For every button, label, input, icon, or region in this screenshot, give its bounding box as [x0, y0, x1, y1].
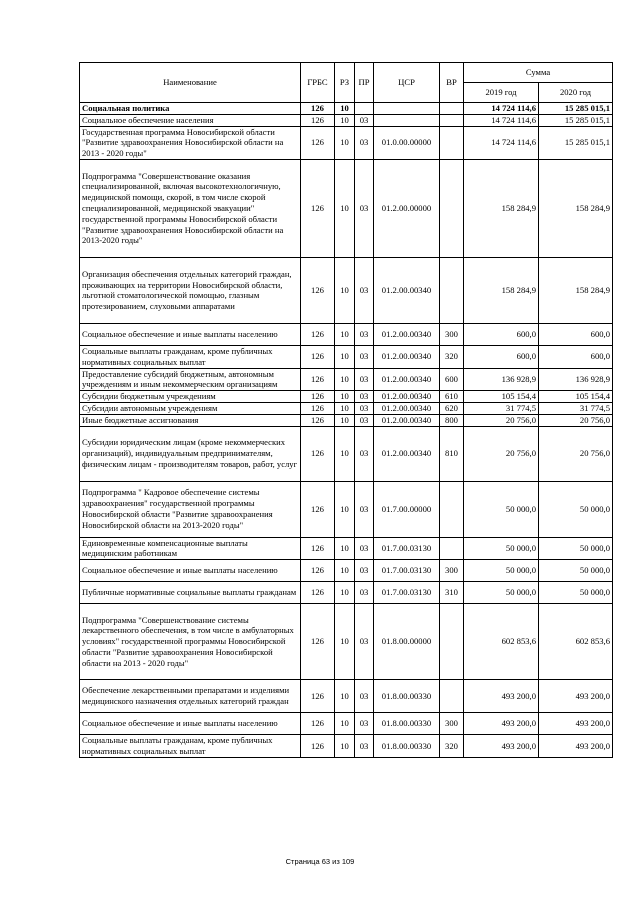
table-row — [80, 582, 613, 604]
row-vr: 620 — [440, 402, 464, 414]
table-row — [80, 735, 613, 758]
row-vr: 610 — [440, 391, 464, 403]
row-csr: 01.2.00.00340 — [374, 257, 440, 323]
row-vr — [440, 103, 464, 115]
row-rz: 10 — [335, 391, 355, 403]
row-pr: 03 — [355, 126, 374, 159]
row-sum-2020: 50 000,0 — [539, 481, 613, 537]
header-year-2020: 2020 год — [539, 83, 613, 103]
row-csr: 01.7.00.00000 — [374, 481, 440, 537]
table-row — [80, 345, 613, 368]
row-sum-2019: 31 774,5 — [464, 402, 539, 414]
row-sum-2019: 20 756,0 — [464, 414, 539, 426]
row-grbs: 126 — [301, 114, 335, 126]
table-row — [80, 402, 613, 414]
row-sum-2019: 50 000,0 — [464, 481, 539, 537]
row-sum-2020: 15 285 015,1 — [539, 126, 613, 159]
row-csr — [374, 103, 440, 115]
row-sum-2020: 15 285 015,1 — [539, 103, 613, 115]
row-sum-2020: 493 200,0 — [539, 680, 613, 713]
row-rz: 10 — [335, 560, 355, 582]
row-name: Организация обеспечения отдельных категорий граждан, проживающих на территории Новосибирской области, льготной стоматологической помощью, глазным протезированием, слуховыми аппаратами — [80, 257, 301, 323]
row-sum-2020: 600,0 — [539, 323, 613, 345]
row-sum-2019: 493 200,0 — [464, 680, 539, 713]
row-sum-2020: 50 000,0 — [539, 560, 613, 582]
header-name: Наименование — [80, 63, 301, 103]
row-vr: 810 — [440, 426, 464, 481]
row-pr: 03 — [355, 159, 374, 257]
row-csr: 01.2.00.00340 — [374, 402, 440, 414]
row-grbs: 126 — [301, 604, 335, 680]
row-rz: 10 — [335, 323, 355, 345]
row-csr — [374, 114, 440, 126]
table-body — [80, 103, 613, 758]
row-sum-2019: 600,0 — [464, 345, 539, 368]
row-vr — [440, 114, 464, 126]
row-rz: 10 — [335, 713, 355, 735]
row-grbs: 126 — [301, 402, 335, 414]
row-grbs: 126 — [301, 159, 335, 257]
row-sum-2020: 31 774,5 — [539, 402, 613, 414]
row-pr: 03 — [355, 713, 374, 735]
row-rz: 10 — [335, 126, 355, 159]
row-pr: 03 — [355, 114, 374, 126]
row-name: Иные бюджетные ассигнования — [80, 414, 301, 426]
row-pr: 03 — [355, 345, 374, 368]
table-row — [80, 604, 613, 680]
row-vr — [440, 257, 464, 323]
row-pr: 03 — [355, 402, 374, 414]
row-csr: 01.8.00.00330 — [374, 680, 440, 713]
row-grbs: 126 — [301, 582, 335, 604]
row-csr: 01.7.00.03130 — [374, 560, 440, 582]
row-grbs: 126 — [301, 537, 335, 560]
row-name: Социальное обеспечение и иные выплаты населению — [80, 560, 301, 582]
row-rz: 10 — [335, 159, 355, 257]
row-pr: 03 — [355, 414, 374, 426]
table-row — [80, 713, 613, 735]
row-rz: 10 — [335, 368, 355, 391]
table-row — [80, 368, 613, 391]
table-row — [80, 560, 613, 582]
row-csr: 01.2.00.00340 — [374, 391, 440, 403]
row-grbs: 126 — [301, 257, 335, 323]
row-name: Предоставление субсидий бюджетным, автономным учреждениям и иным некоммерческим организациям — [80, 368, 301, 391]
row-sum-2020: 50 000,0 — [539, 582, 613, 604]
row-pr: 03 — [355, 680, 374, 713]
row-vr: 320 — [440, 735, 464, 758]
row-grbs: 126 — [301, 414, 335, 426]
header-grbs: ГРБС — [301, 63, 335, 103]
row-rz: 10 — [335, 426, 355, 481]
row-sum-2019: 14 724 114,6 — [464, 126, 539, 159]
row-vr: 300 — [440, 323, 464, 345]
row-rz: 10 — [335, 680, 355, 713]
row-pr: 03 — [355, 537, 374, 560]
row-csr: 01.8.00.00000 — [374, 604, 440, 680]
table-row — [80, 414, 613, 426]
row-name: Субсидии юридическим лицам (кроме некоммерческих организаций), индивидуальным предпринимателям, физическим лицам - производителям товаров, работ, услуг — [80, 426, 301, 481]
row-rz: 10 — [335, 735, 355, 758]
row-grbs: 126 — [301, 560, 335, 582]
row-sum-2020: 158 284,9 — [539, 257, 613, 323]
row-csr: 01.2.00.00340 — [374, 368, 440, 391]
row-sum-2019: 602 853,6 — [464, 604, 539, 680]
row-sum-2019: 158 284,9 — [464, 257, 539, 323]
page-footer: Страница 63 из 109 — [285, 857, 355, 866]
row-sum-2019: 493 200,0 — [464, 713, 539, 735]
row-rz: 10 — [335, 103, 355, 115]
row-grbs: 126 — [301, 735, 335, 758]
table-row — [80, 103, 613, 115]
row-sum-2019: 158 284,9 — [464, 159, 539, 257]
row-sum-2020: 600,0 — [539, 345, 613, 368]
row-rz: 10 — [335, 537, 355, 560]
row-name: Социальные выплаты гражданам, кроме публичных нормативных социальных выплат — [80, 735, 301, 758]
row-csr: 01.2.00.00340 — [374, 345, 440, 368]
row-vr — [440, 159, 464, 257]
row-csr: 01.7.00.03130 — [374, 582, 440, 604]
row-grbs: 126 — [301, 680, 335, 713]
row-pr: 03 — [355, 604, 374, 680]
row-pr: 03 — [355, 582, 374, 604]
row-sum-2020: 20 756,0 — [539, 414, 613, 426]
row-grbs: 126 — [301, 345, 335, 368]
row-rz: 10 — [335, 481, 355, 537]
table-row — [80, 159, 613, 257]
row-pr: 03 — [355, 735, 374, 758]
row-csr: 01.8.00.00330 — [374, 713, 440, 735]
row-grbs: 126 — [301, 323, 335, 345]
row-grbs: 126 — [301, 391, 335, 403]
row-vr — [440, 537, 464, 560]
row-sum-2020: 15 285 015,1 — [539, 114, 613, 126]
row-rz: 10 — [335, 114, 355, 126]
header-csr: ЦСР — [374, 63, 440, 103]
row-rz: 10 — [335, 257, 355, 323]
row-vr: 800 — [440, 414, 464, 426]
row-sum-2019: 600,0 — [464, 323, 539, 345]
row-name: Субсидии бюджетным учреждениям — [80, 391, 301, 403]
row-vr: 320 — [440, 345, 464, 368]
row-sum-2020: 105 154,4 — [539, 391, 613, 403]
row-sum-2020: 50 000,0 — [539, 537, 613, 560]
row-pr: 03 — [355, 391, 374, 403]
row-name: Обеспечение лекарственными препаратами и изделиями медицинского назначения отдельных категорий граждан — [80, 680, 301, 713]
row-csr: 01.2.00.00340 — [374, 323, 440, 345]
row-grbs: 126 — [301, 126, 335, 159]
row-csr: 01.0.00.00000 — [374, 126, 440, 159]
row-sum-2020: 493 200,0 — [539, 713, 613, 735]
row-vr: 300 — [440, 560, 464, 582]
row-pr: 03 — [355, 323, 374, 345]
row-vr: 300 — [440, 713, 464, 735]
row-pr: 03 — [355, 426, 374, 481]
table-row — [80, 426, 613, 481]
table-row — [80, 537, 613, 560]
row-sum-2019: 50 000,0 — [464, 537, 539, 560]
row-csr: 01.8.00.00330 — [374, 735, 440, 758]
header-rz: РЗ — [335, 63, 355, 103]
row-sum-2020: 602 853,6 — [539, 604, 613, 680]
row-vr — [440, 481, 464, 537]
row-csr: 01.2.00.00340 — [374, 414, 440, 426]
row-sum-2019: 493 200,0 — [464, 735, 539, 758]
row-vr: 310 — [440, 582, 464, 604]
row-name: Публичные нормативные социальные выплаты гражданам — [80, 582, 301, 604]
row-pr: 03 — [355, 368, 374, 391]
table-row — [80, 126, 613, 159]
row-rz: 10 — [335, 414, 355, 426]
row-name: Подпрограмма "Совершенствование системы лекарственного обеспечения, в том числе в амбулаторных условиях" государственной программы Новосибирской области "Развитие здравоохранения Новосибирской области на 2013 - 2020 годы" — [80, 604, 301, 680]
row-grbs: 126 — [301, 368, 335, 391]
row-rz: 10 — [335, 604, 355, 680]
row-vr — [440, 680, 464, 713]
row-sum-2020: 493 200,0 — [539, 735, 613, 758]
row-grbs: 126 — [301, 426, 335, 481]
table-row — [80, 680, 613, 713]
row-vr — [440, 126, 464, 159]
row-vr — [440, 604, 464, 680]
table-row — [80, 481, 613, 537]
row-name: Подпрограмма " Кадровое обеспечение системы здравоохранения" государственной программы Новосибирской области "Развитие здравоохранения Новосибирской области на 2013-2020 годы" — [80, 481, 301, 537]
budget-table — [79, 62, 613, 758]
row-grbs: 126 — [301, 481, 335, 537]
row-name: Социальное обеспечение населения — [80, 114, 301, 126]
header-sum: Сумма — [464, 63, 613, 83]
table-row — [80, 114, 613, 126]
row-name: Социальные выплаты гражданам, кроме публичных нормативных социальных выплат — [80, 345, 301, 368]
table-row — [80, 391, 613, 403]
row-name: Субсидии автономным учреждениям — [80, 402, 301, 414]
row-name: Государственная программа Новосибирской области "Развитие здравоохранения Новосибирской области на 2013 - 2020 годы" — [80, 126, 301, 159]
header-vr: ВР — [440, 63, 464, 103]
row-sum-2019: 50 000,0 — [464, 560, 539, 582]
row-name: Подпрограмма "Совершенствование оказания специализированной, включая высокотехнологичную, медицинской помощи, скорой, в том числе скорой специализированной, медицинской эвакуации" государственной программы Новосибирской области "Развитие здравоохранения Новосибирской области на 2013-2020 годы" — [80, 159, 301, 257]
header-pr: ПР — [355, 63, 374, 103]
row-grbs: 126 — [301, 103, 335, 115]
row-sum-2019: 105 154,4 — [464, 391, 539, 403]
row-name: Социальное обеспечение и иные выплаты населению — [80, 323, 301, 345]
row-sum-2020: 136 928,9 — [539, 368, 613, 391]
row-sum-2019: 50 000,0 — [464, 582, 539, 604]
row-pr — [355, 103, 374, 115]
row-rz: 10 — [335, 345, 355, 368]
row-sum-2019: 14 724 114,6 — [464, 103, 539, 115]
row-name: Социальная политика — [80, 103, 301, 115]
row-grbs: 126 — [301, 713, 335, 735]
table-row — [80, 323, 613, 345]
row-name: Социальное обеспечение и иные выплаты населению — [80, 713, 301, 735]
row-sum-2020: 158 284,9 — [539, 159, 613, 257]
row-name: Единовременные компенсационные выплаты медицинским работникам — [80, 537, 301, 560]
row-pr: 03 — [355, 257, 374, 323]
header-year-2019: 2019 год — [464, 83, 539, 103]
row-csr: 01.2.00.00340 — [374, 426, 440, 481]
row-csr: 01.7.00.03130 — [374, 537, 440, 560]
row-sum-2019: 14 724 114,6 — [464, 114, 539, 126]
row-rz: 10 — [335, 402, 355, 414]
row-sum-2019: 136 928,9 — [464, 368, 539, 391]
row-rz: 10 — [335, 582, 355, 604]
table-row — [80, 257, 613, 323]
row-vr: 600 — [440, 368, 464, 391]
row-pr: 03 — [355, 481, 374, 537]
row-sum-2020: 20 756,0 — [539, 426, 613, 481]
row-csr: 01.2.00.00000 — [374, 159, 440, 257]
row-pr: 03 — [355, 560, 374, 582]
row-sum-2019: 20 756,0 — [464, 426, 539, 481]
